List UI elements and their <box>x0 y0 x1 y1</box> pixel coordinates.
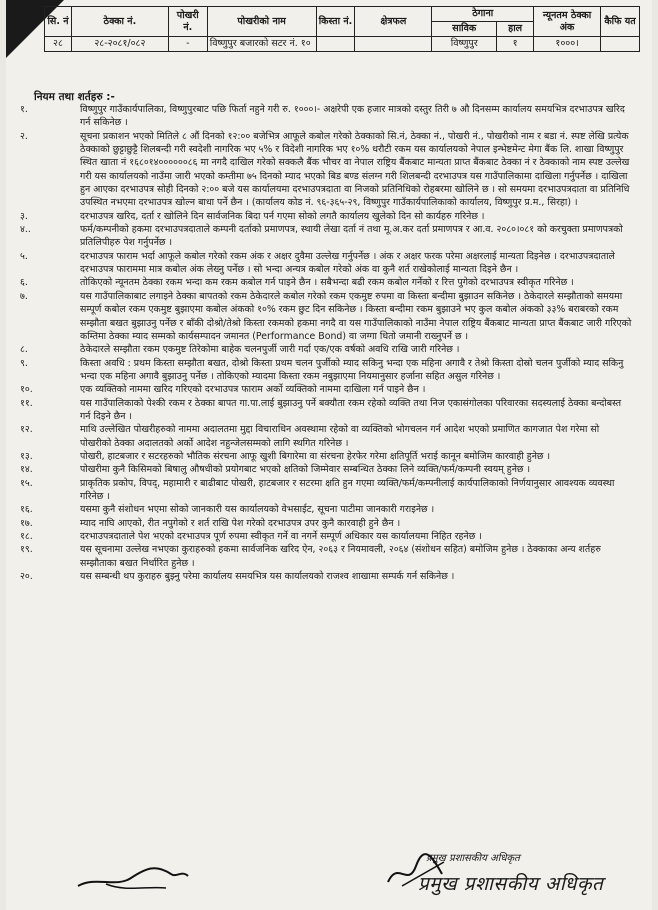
list-item <box>20 530 632 543</box>
term-number: ३. <box>20 210 28 222</box>
header-location: ठेगाना <box>432 7 534 22</box>
term-number: ८. <box>20 344 28 356</box>
list-item <box>20 570 632 583</box>
term-text: किस्ता अवधि : प्रथम किस्ता सम्झौता बखत, दोश्रो किस्ता प्रथम चलन पुर्जीको म्याद सकिनु भन्दा एक महिना अगावै र तेश्रो किस्ता दोस्रो चलन पुर्जीको म्याद सकिनु भन्दा एक महिना अगावै बुझाउनु पर्नेछ । तोकिएको म्यादमा किस्ता रकम नबुझाएमा नियमानुसार हर्जाना सहित असुल गरिनेछ । <box>80 357 624 382</box>
list-item <box>20 423 632 450</box>
list-item <box>20 397 632 424</box>
table-header-row <box>45 7 640 22</box>
list-item <box>20 477 632 504</box>
term-number: ४.. <box>20 224 31 236</box>
list-item <box>20 130 632 210</box>
list-item <box>20 450 632 463</box>
term-number: २०. <box>20 571 33 583</box>
term-text: यस गाउँपालिकाको पेश्की रकम र ठेक्का बापत गा.पा.लाई बुझाउनु पर्ने बक्यौता रकम रहेको व्यक्ति तथा निज एकासंगोलका परिवारका सदस्यलाई ठेक्का बन्दोबस्त गर्न दिइने छैन । <box>80 397 622 422</box>
office-stamp: प्रमुख प्रशासकीय अधिकृत <box>418 873 604 895</box>
term-text: दरभाउपत्र खरिद, दर्ता र खोलिने दिन सार्वजनिक बिदा पर्न गएमा सोको लगतै कार्यालय खुलेको दिन सो कार्यहरु गरिनेछ । <box>80 210 485 222</box>
term-number: १९. <box>20 544 33 556</box>
term-number: १७. <box>20 517 33 529</box>
term-text: सूचना प्रकाशन भएको मितिले ८ औं दिनको १२:०० बजेभित्र आफूले कबोल गरेको ठेक्काको सि.नं, ठेक्का नं., पोखरी नं., पोखरीको नाम र बडा नं. स्पष्ट लेखि प्रत्येक ठेक्काको छुट्टाछुट्टै शिलबन्दी गरी स्वदेशी नागरिक भए ५% र विदेशी नागरिक भए १०% धरौटी रकम यस कार्यालयको नेपाल इन्भेष्टमेन्ट मेगा बैंक लि. शाखा विष्णुपुर स्थित खाता नं १६८०१४००००००८६ मा नगदै दाखिल गरेको सक्कलै बैंक भौचर वा नेपाल राष्ट्रिय बैंकबाट मान्यता प्राप्त बैंकबाट ठेक्का नं र ठेक्काको नाम स्पष्ट उल्लेख गरी यस कार्यालयको नाउँमा जारी भएको कम्तीमा ७५ दिनको म्याद भएको बिड बण्ड संलग्न गरी शिलबन्दी दरभाउपत्र यस गाउँपालिकामा दाखिला गर्नुपर्नेछ । दाखिला हुन आएका दरभाउपत्र सोही दिनको २:०० बजे यस कार्यालयमा दरभाउपत्रदाता वा निजको प्रतिनिधिको रोहबरमा खोलिने छ । सो समयमा दरभाउपत्रदाता वा प्रतिनिधि उपस्थित नभएमा दरभाउपत्र खोल्न बाधा पर्ने छैन । (कार्यालय कोड नं. ९६-३६५-२९, विष्णुपुर गाउँकार्यपालिकाको कार्यालय, विष्णुपुर प्र.म., सिरहा) । <box>80 130 630 209</box>
term-text: यसमा कुनै संशोधन भएमा सोको जानकारी यस कार्यालयको वेभसाईट, सूचना पाटीमा जानकारी गराइनेछ । <box>80 504 435 516</box>
term-text: ठेकेदारले सम्झौता रकम एकमुष्ट तिरेकोमा बाहेक चलनपुर्जी जारी गर्दा एक/एक वर्षको अवधि राखि जारी गरिनेछ । <box>80 344 460 356</box>
term-number: १२. <box>20 424 33 436</box>
header-location-old: साविक <box>432 22 497 37</box>
header-area: क्षेत्रफल <box>355 7 432 37</box>
cell-remarks <box>601 37 640 52</box>
term-number: १. <box>20 104 28 115</box>
cell-location-ward: १ <box>497 37 534 52</box>
term-number: १५. <box>20 477 33 489</box>
list-item <box>20 543 632 570</box>
term-text: दरभाउपत्रदाताले पेश भएको दरभाउपत्र पूर्ण रुपमा स्वीकृत गर्ने वा नगर्ने सम्पूर्ण अधिकार यस कार्यालयमा निहित रहनेछ । <box>80 531 482 542</box>
header-sn: सि. नं <box>45 7 72 37</box>
signatory-title: प्रमुख प्रशासकीय अधिकृत <box>426 853 520 864</box>
terms-list <box>20 103 632 583</box>
term-number: १०. <box>20 384 33 396</box>
header-contract-no: ठेक्का नं. <box>71 7 168 37</box>
header-remarks: कैफि यत <box>601 7 640 37</box>
cell-location-old: विष्णुपुर <box>432 37 497 52</box>
terms-title: नियम तथा शर्तहरु :- <box>34 91 115 103</box>
list-item <box>20 503 632 516</box>
term-text: माथि उल्लेखित पोखरीहरुको नाममा अदालतमा मुद्दा विचाराधिन अवस्थामा रहेको वा व्यक्तिको भोगचलन गर्न आदेश भएको प्रमाणित कागजात पेश गरेमा सो पोखरीको ठेक्का अदालतको अर्को आदेश नहुन्जेलसम्मको लागि स्थगित गरिनेछ । <box>80 424 600 449</box>
term-text: यस गाउँपालिकाबाट लगाइने ठेक्का बापतको रकम ठेकेदारले कबोल गरेको रकम एकमुष्ट रुपमा वा किस्ता बन्दीमा बुझाउन सकिनेछ । ठेकेदारले सम्झौताको समयमा सम्पूर्ण कबोल रकम एकमुष्ट बुझाएमा कबोल अंकको १०% रकम छुट दिन सकिनेछ । किस्ता बन्दीमा रकम बुझाउने भए कुल कबोल अंकको ३३% बराबरको रकम सम्झौता बखत बुझाउनु पर्नेछ र बाँकी दोश्रो/तेश्रो किस्ता रकमको हकमा नगदै वा यस गाउँपालिकाको नाउँमा नेपाल राष्ट्रिय बैंकबाट मान्यता प्राप्त बैंकबाट जारी गरिएको कम्तिमा ठेक्का म्याद सम्मको कार्यसम्पादन जमानत (Performance Bond) वा जग्गा धितो जमानी राख्नुपर्ने छ । <box>80 290 632 342</box>
list-item <box>20 463 632 476</box>
notice-page <box>6 0 652 910</box>
cell-pond-no: - <box>168 37 207 52</box>
list-item <box>20 250 632 277</box>
term-number: १४. <box>20 464 33 476</box>
list-item <box>20 357 632 384</box>
term-number: ११. <box>20 397 33 409</box>
signature-left-image <box>76 858 196 894</box>
list-item <box>20 223 632 250</box>
term-text: पोखरी, हाटबजार र सटरहरुको भौतिक संरचना आफू खुशी बिगारेमा वा संरचना हेरफेर गरेमा क्षतिपूर्ति भराई कानून बमोजिम कारवाही हुनेछ । <box>80 450 551 462</box>
header-location-ward: हाल <box>497 22 534 37</box>
term-text: फर्म/कम्पनीको हकमा दरभाउपत्रदाताले कम्पनी दर्ताको प्रमाणपत्र, स्थायी लेखा दर्ता नं तथा मू.अ.कर दर्ता प्रमाणपत्र र आ.व. २०८०।०८१ को करचुक्ता प्रमाणपत्रको प्रतिलिपीहरु पेश गर्नुपर्नेछ । <box>80 224 623 249</box>
term-text: प्राकृतिक प्रकोप, विपद्, महामारी र बाढीबाट पोखरी, हाटबजार र सटरमा क्षति हुन गएमा व्यक्ति/फर्म/कम्पनीलाई कार्यपालिकाको निर्णयानुसार आवश्यक व्यवस्था गरिनेछ । <box>80 477 615 502</box>
header-pond-name: पोखरीको नाम <box>207 7 316 37</box>
list-item <box>20 517 632 530</box>
term-number: ६. <box>20 277 28 289</box>
header-installment-no: किस्ता नं. <box>316 7 355 37</box>
term-text: दरभाउपत्र फाराम भर्दा आफूले कबोल गरेको रकम अंक र अक्षर दुवैमा उल्लेख गर्नुपर्नेछ । अंक र अक्षर फरक परेमा अक्षरलाई मान्यता दिइनेछ । दरभाउपत्रदाताले दरभाउपत्र फाराममा मात्र कबोल अंक लेख्नु पर्नेछ । सो भन्दा अन्यत्र कबोल गरेको अंक वा कुनै शर्त राखेकोलाई मान्यता दिइने छैन । <box>80 250 615 276</box>
term-text: पोखरीमा कुनै किसिमको बिषालु औषधीको प्रयोगबाट भएको क्षतिको जिम्मेवार सम्बन्धित ठेक्का लिने व्यक्ति/फर्म/कम्पनी स्वयम् हुनेछ । <box>80 464 531 476</box>
cell-installment-no <box>316 37 355 52</box>
term-number: ५. <box>20 250 28 262</box>
header-min-amount: न्यूनतम ठेक्का अंक <box>534 7 601 37</box>
list-item <box>20 210 632 223</box>
term-number: १३. <box>20 450 33 462</box>
cell-min-amount: १०००। <box>534 37 601 52</box>
term-number: १८. <box>20 531 33 542</box>
term-number: ९. <box>20 357 28 369</box>
cell-area <box>355 37 432 52</box>
term-text: म्याद नाघि आएको, रीत नपुगेको र शर्त राखि पेश गरेको दरभाउपत्र उपर कुनै कारवाही हुने छैन । <box>80 517 401 529</box>
tender-table <box>44 6 640 52</box>
list-item <box>20 290 632 343</box>
term-text: यस सम्बन्धी थप कुराहरु बुझ्नु परेमा कार्यालय समयभित्र यस कार्यालयको राजश्व शाखामा सम्पर्क गर्न सकिनेछ । <box>80 571 455 583</box>
term-text: तोकिएको न्यूनतम ठेक्का रकम भन्दा कम रकम कबोल गर्न पाइने छैन । सबैभन्दा बढी रकम कबोल गर्नेको र रित्त पुगेको दरभाउपत्र स्वीकृत गरिनेछ । <box>80 277 574 289</box>
cell-pond-name: विष्णुपुर बजारको सटर नं. १० <box>207 37 316 52</box>
table-row <box>45 37 640 52</box>
term-number: २. <box>20 130 28 142</box>
list-item <box>20 276 632 289</box>
term-number: ७. <box>20 290 28 302</box>
term-text: यस सूचनामा उल्लेख नभएका कुराहरुको हकमा सार्वजनिक खरिद ऐन, २०६३ र नियमावली, २०६४ (संशोधन सहित) बमोजिम हुनेछ । ठेक्काका अन्य शर्तहरु सम्झौताका बखत निर्धारित हुनेछ । <box>80 544 601 569</box>
list-item <box>20 383 632 396</box>
cell-contract-no: २८-२०८१/०८२ <box>71 37 168 52</box>
term-number: १६. <box>20 504 33 516</box>
list-item <box>20 103 632 130</box>
list-item <box>20 343 632 356</box>
term-text: एक व्यक्तिको नाममा खरिद गरिएको दरभाउपत्र फाराम अर्को व्यक्तिको नाममा दाखिला गर्न पाइने छैन । <box>80 384 426 396</box>
header-pond-no: पोखरी नं. <box>168 7 207 37</box>
cell-sn: २८ <box>45 37 72 52</box>
term-text: विष्णुपुर गाउँकार्यपालिका, विष्णुपुरबाट पछि फिर्ता नहुने गरी रु. १०००।- अक्षरेपी एक हजार मात्रको दस्तुर तिरी ७ औ दिनसम्म कार्यालय समयभित्र दरभाउपत्र खरिद गर्न सकिनेछ । <box>80 104 625 129</box>
